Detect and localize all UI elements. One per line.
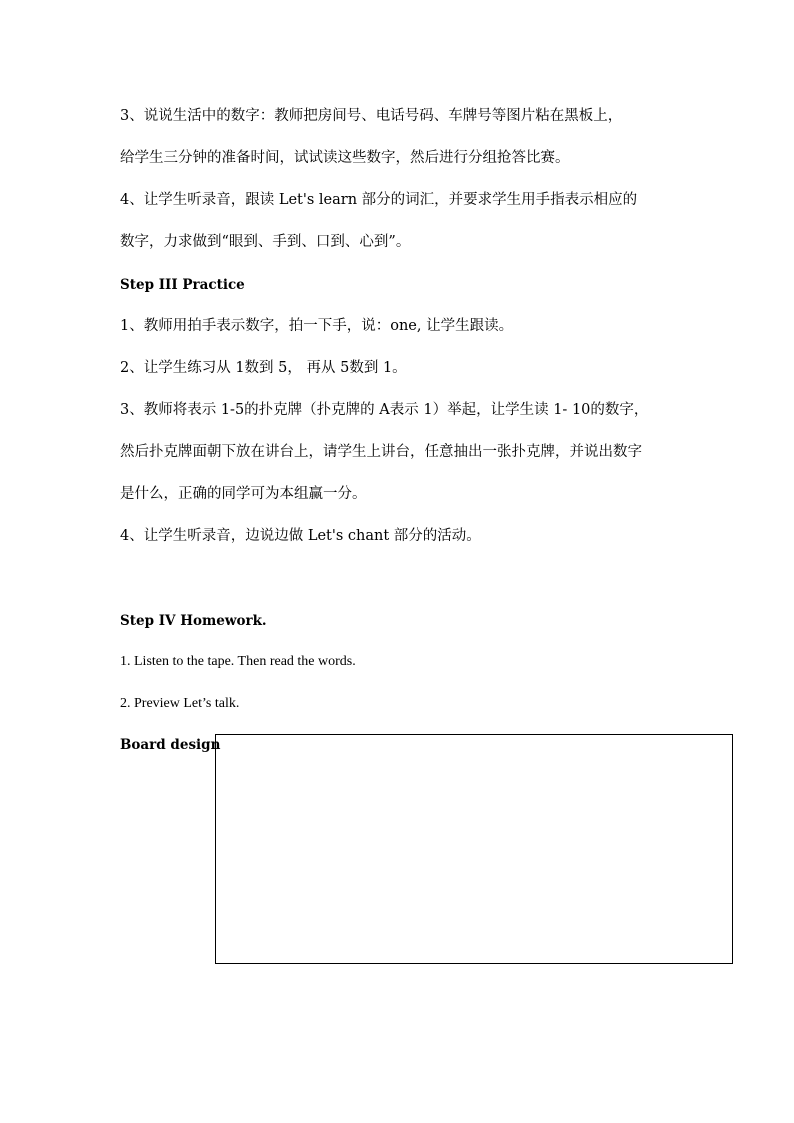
step2-item3-line1: 3、说说生活中的数字：教师把房间号、电话号码、车牌号等图片粘在黑板上，	[120, 108, 623, 124]
homework-item1: 1. Listen to the tape. Then read the words.	[120, 654, 356, 669]
practice-item3-line2: 然后扑克牌面朝下放在讲台上，请学生上讲台，任意抽出一张扑克牌，并说出数字	[120, 444, 642, 460]
practice-item3-line1: 3、教师将表示 1-5的扑克牌（扑克牌的 A表示 1）举起，让学生读 1- 10的数字，	[120, 402, 649, 418]
board-design-box	[215, 734, 733, 964]
practice-item3-line3: 是什么，正确的同学可为本组赢一分。	[120, 486, 367, 502]
practice-item4: 4、让学生听录音，边说边做 Let's chant 部分的活动。	[120, 528, 481, 544]
board-design-label: Board design	[120, 737, 221, 753]
practice-item1: 1、教师用拍手表示数字，拍一下手，说：one, 让学生跟读。	[120, 318, 514, 334]
step2-item3-line2: 给学生三分钟的准备时间，试试读这些数字，然后进行分组抢答比赛。	[120, 150, 570, 166]
homework-heading: Step IV Homework.	[120, 613, 267, 629]
homework-item2: 2. Preview Let’s talk.	[120, 696, 240, 711]
step2-item4-line1: 4、让学生听录音，跟读 Let's learn 部分的词汇，并要求学生用手指表示相应的	[120, 192, 638, 208]
step2-item4-line2: 数字，力求做到“眼到、手到、口到、心到”。	[120, 234, 411, 250]
practice-item2: 2、让学生练习从 1数到 5， 再从 5数到 1。	[120, 360, 407, 376]
practice-heading: Step III Practice	[120, 277, 245, 293]
